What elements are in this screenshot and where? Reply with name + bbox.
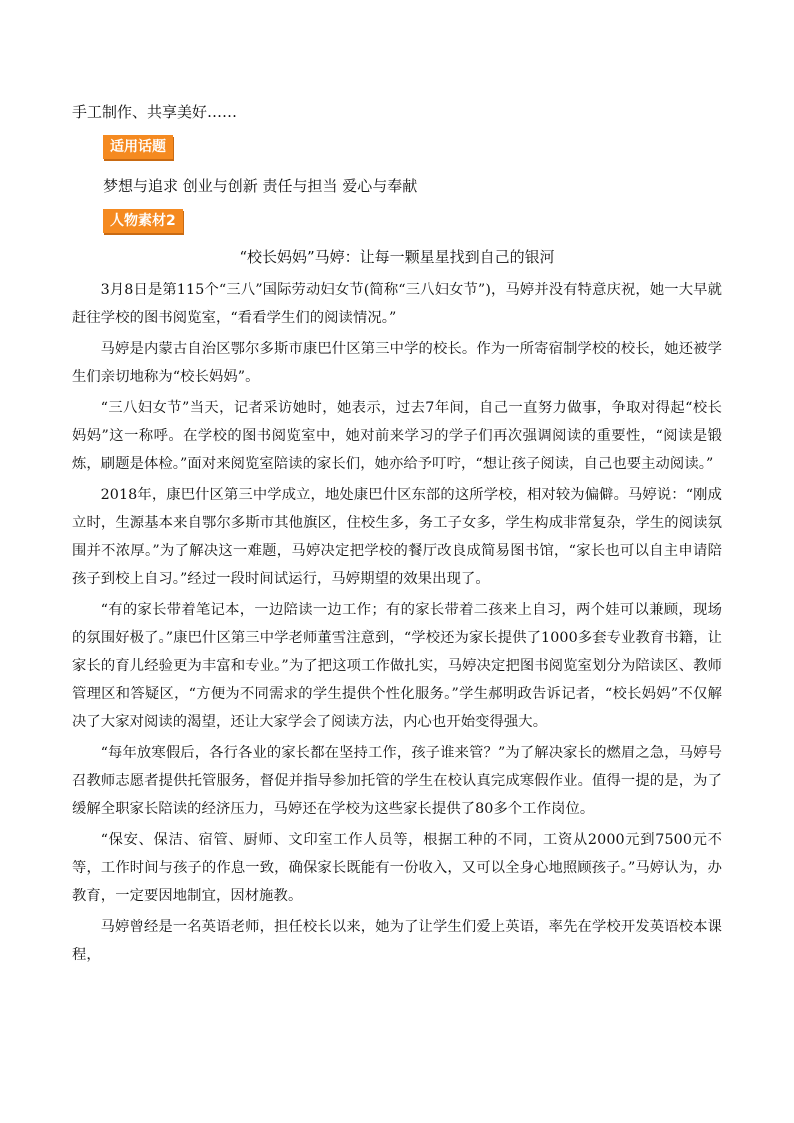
- lead-text: 手工制作、共享美好……: [72, 103, 238, 121]
- topics-line: 梦想与追求 创业与创新 责任与担当 爱心与奉献: [103, 177, 418, 195]
- article-title: “校长妈妈”马婷：让每一颗星星找到自己的银河: [239, 248, 555, 266]
- paragraph: “有的家长带着笔记本，一边陪读一边工作；有的家长带着二孩来上自习，两个娃可以兼顾，现场的氛围好极了。”康巴什区第三中学老师董雪注意到，“学校还为家长提供了1000多套专业教育书籍，让家长的育儿经验更为丰富和专业。”为了把这项工作做扎实，马婷决定把图书阅览室划分为陪读区、教师管理区和答疑区，“方便为不同需求的学生提供个性化服务。”学生郝明政告诉记者，“校长妈妈”不仅解决了大家对阅读的渴望，还让大家学会了阅读方法，内心也开始变得强大。: [72, 602, 722, 730]
- paragraph: “三八妇女节”当天，记者采访她时，她表示，过去7年间，自己一直努力做事，争取对得起“校长妈妈”这一称呼。在学校的图书阅览室中，她对前来学习的学子们再次强调阅读的重要性，“阅读是锻炼，刷题是体检。”面对来阅览室陪读的家长们，她亦给予叮咛，“想让孩子阅读，自己也要主动阅读。”: [72, 400, 722, 472]
- character-material-tag: 人物素材2: [103, 209, 183, 233]
- paragraph: 马婷曾经是一名英语老师，担任校长以来，她为了让学生们爱上英语，率先在学校开发英语校本课程，: [72, 919, 722, 963]
- paragraph: 3月8日是第115个“三八”国际劳动妇女节(简称“三八妇女节”)，马婷并没有特意庆祝，她一大早就赶往学校的图书阅览室，“看看学生们的阅读情况。”: [72, 282, 722, 326]
- paragraph: 2018年，康巴什区第三中学成立，地处康巴什区东部的这所学校，相对较为偏僻。马婷说：“刚成立时，生源基本来自鄂尔多斯市其他旗区，住校生多，务工子女多，学生构成非常复杂，学生的阅读氛围并不浓厚。”为了解决这一难题，马婷决定把学校的餐厅改良成简易图书馆，“家长也可以自主申请陪孩子到校上自习。”经过一段时间试运行，马婷期望的效果出现了。: [72, 487, 722, 587]
- applicable-topics-tag: 适用话题: [103, 135, 173, 159]
- paragraph: “保安、保洁、宿管、厨师、文印室工作人员等，根据工种的不同，工资从2000元到7500元不等，工作时间与孩子的作息一致，确保家长既能有一份收入，又可以全身心地照顾孩子。”马婷认为，办教育，一定要因地制宜，因材施教。: [72, 832, 722, 904]
- article-body: [72, 276, 722, 969]
- paragraph: 马婷是内蒙古自治区鄂尔多斯市康巴什区第三中学的校长。作为一所寄宿制学校的校长，她还被学生们亲切地称为“校长妈妈”。: [72, 341, 722, 385]
- paragraph: “每年放寒假后，各行各业的家长都在坚持工作，孩子谁来管？”为了解决家长的燃眉之急，马婷号召教师志愿者提供托管服务，督促并指导参加托管的学生在校认真完成寒假作业。值得一提的是，为了缓解全职家长陪读的经济压力，马婷还在学校为这些家长提供了80多个工作岗位。: [72, 745, 722, 817]
